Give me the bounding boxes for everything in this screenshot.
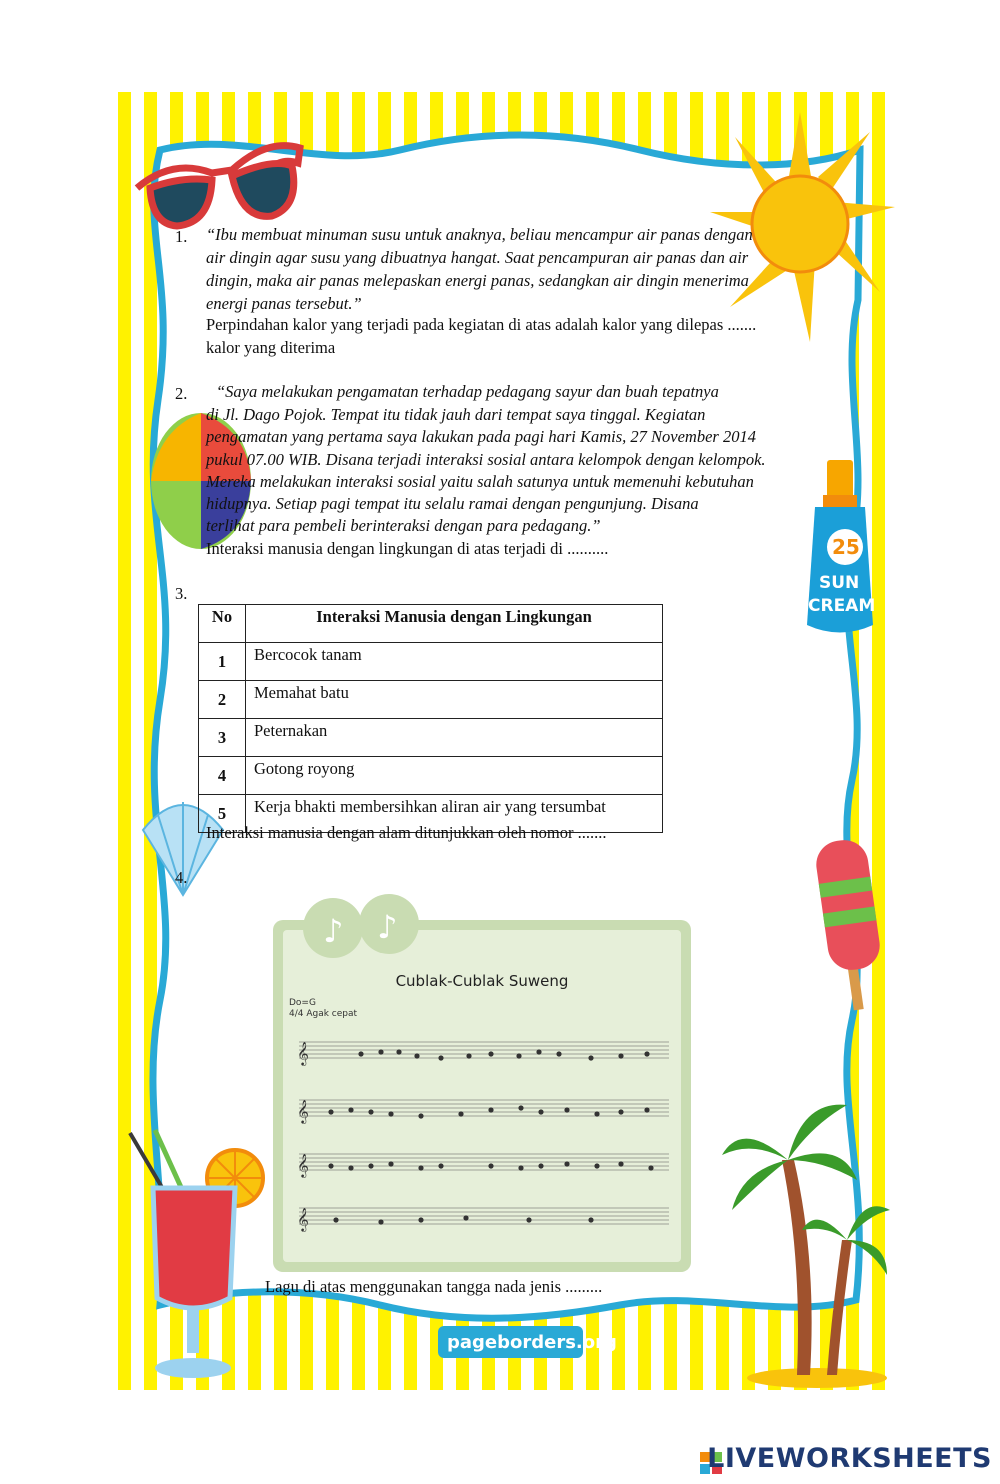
q3-table: [198, 604, 663, 833]
q2-quote-line-2: di Jl. Dago Pojok. Tempat itu tidak jauh dari tempat saya tinggal. Kegiatan: [206, 405, 706, 424]
row-number: 3: [199, 719, 246, 757]
sun-cream-line1: SUN: [819, 573, 860, 593]
svg-text:♪: ♪: [323, 912, 344, 950]
table-header-no: No: [199, 605, 246, 643]
cocktail-icon: [125, 1128, 270, 1383]
pageborders-text: pageborders.org: [447, 1332, 617, 1353]
song-tempo: 4/4 Agak cepat: [289, 1009, 358, 1019]
q3-number: 3.: [175, 584, 188, 603]
q2-question: Interaksi manusia dengan lingkungan di atas terjadi di ..........: [206, 539, 609, 558]
music-note-icon: [301, 890, 426, 962]
row-number: 1: [199, 643, 246, 681]
q2-number: 2.: [175, 384, 188, 403]
q1-quote-line-4: energi panas tersebut.”: [206, 294, 362, 313]
row-text: Peternakan: [246, 719, 663, 757]
q2-quote-line-4: pukul 07.00 WIB. Disana terjadi interaksi sosial antara kelompok dengan kelompok.: [206, 450, 766, 469]
q2-quote-line-7: terlihat para pembeli berinteraksi dengan para pedagang.”: [206, 516, 601, 535]
row-text: Gotong royong: [246, 757, 663, 795]
liveworksheets-brand: LIVEWORKSHEETS: [707, 1443, 992, 1474]
row-number: 4: [199, 757, 246, 795]
row-number: 2: [199, 681, 246, 719]
song-title: Cublak-Cublak Suweng: [395, 972, 569, 990]
row-text: Bercocok tanam: [246, 643, 663, 681]
ice-lolly-icon: [812, 835, 884, 1015]
song-card: [273, 908, 691, 1272]
q2-quote-line-5: Mereka melakukan interaksi sosial yaitu salah satunya untuk memenuhi kebutuhan: [206, 472, 754, 491]
svg-text:𝄞: 𝄞: [297, 1207, 309, 1231]
row-text: Kerja bhakti membersihkan aliran air yang tersumbat: [246, 795, 663, 833]
table-row: [199, 681, 663, 719]
sun-cream-bottle: [805, 455, 875, 640]
palm-tree-icon: [722, 1100, 892, 1390]
q4-number: 4.: [175, 868, 188, 887]
table-row: [199, 719, 663, 757]
q1-question-line-2: kalor yang diterima: [206, 338, 336, 357]
svg-text:𝄞: 𝄞: [297, 1041, 309, 1065]
q1-question-line-1: Perpindahan kalor yang terjadi pada kegiatan di atas adalah kalor yang dilepas .......: [206, 315, 757, 334]
row-text: Memahat batu: [246, 681, 663, 719]
music-staff: [291, 1020, 673, 1250]
sun-cream-line2: CREAM: [808, 596, 876, 616]
q1-quote-line-2: air dingin agar susu yang dibuatnya hangat. Saat pencampuran air panas dan air: [206, 248, 749, 267]
q3-question: Interaksi manusia dengan alam ditunjukkan oleh nomor .......: [206, 823, 607, 842]
sunglasses-icon: [132, 128, 307, 238]
song-key: Do=G: [289, 998, 316, 1008]
q1-quote-line-1: “Ibu membuat minuman susu untuk anaknya, beliau mencampur air panas dengan: [206, 225, 753, 244]
sun-cream-number: 25: [832, 535, 860, 559]
row-number: 5: [199, 795, 246, 833]
svg-text:𝄞: 𝄞: [297, 1153, 309, 1177]
q2-quote-line-3: pengamatan yang pertama saya lakukan pada pagi hari Kamis, 27 November 2014: [206, 427, 756, 446]
q1-quote-line-3: dingin, maka air panas melepaskan energi panas, sedangkan air dingin menerima: [206, 271, 749, 290]
q4-question: Lagu di atas menggunakan tangga nada jenis .........: [265, 1277, 603, 1296]
q2-quote-line-1: “Saya melakukan pengamatan terhadap pedagang sayur dan buah tepatnya: [216, 382, 719, 401]
svg-text:♪: ♪: [377, 908, 398, 946]
svg-text:𝄞: 𝄞: [297, 1099, 309, 1123]
table-header-row: [199, 605, 663, 643]
table-row: [199, 757, 663, 795]
table-row: [199, 643, 663, 681]
q2-quote-line-6: hidupnya. Setiap pagi tempat itu selalu ramai dengan pengunjung. Disana: [206, 494, 699, 513]
table-header-interaction: Interaksi Manusia dengan Lingkungan: [246, 605, 663, 643]
q1-number: 1.: [175, 227, 188, 246]
